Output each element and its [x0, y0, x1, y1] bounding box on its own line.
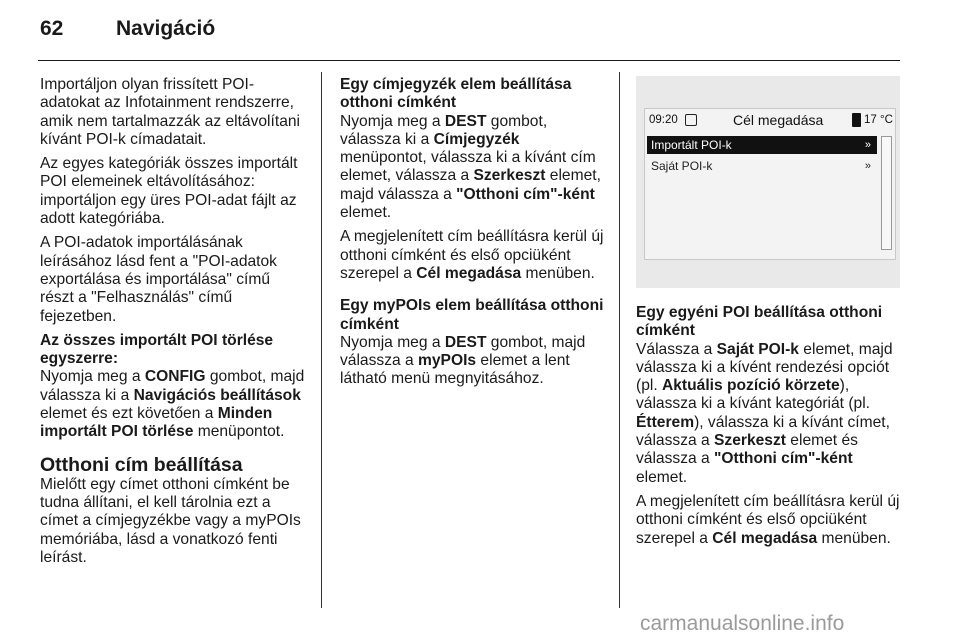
column-divider-2	[619, 72, 620, 608]
column-2	[340, 76, 605, 395]
heading-own-poi-home: Egy egyéni POI beállítása otthoni címként	[636, 304, 883, 340]
menu-item-own-poi[interactable]: Saját POI-k »	[651, 159, 871, 173]
paragraph-import-reference: A POI-adatok importálásának leírásához lásd fent a "POI-adatok exportálása és importálása" című részt a "Felhasználás" című fejezetben.	[40, 234, 277, 325]
paragraph-empty-file: Az egyes kategóriák összes importált POI elemeinek eltávolításához: importáljon egy üres POI-adat fájlt az adott kategóriába.	[40, 155, 298, 228]
clock-icon	[685, 114, 697, 126]
display-screenshot	[636, 76, 900, 288]
paragraph-own-poi-steps: Válassza a Saját POI-k elemet, majd válassza ki a kívént rendezési opciót (pl. Aktuális pozíció körzete), válassza ki a kívánt kategóriát (pl. Étterem), válassza ki a kívánt címet, válassza a Szerkeszt elemet és válassza a "Otthoni cím"-ként elemet.	[636, 340, 893, 486]
term-edit: Szerkeszt	[714, 432, 786, 450]
term-config: CONFIG	[144, 368, 206, 386]
term-delete-all: Minden importált POI törlése	[40, 405, 273, 441]
term-as-home: "Otthoni cím"-ként	[714, 450, 853, 468]
term-address-book: Címjegyzék	[433, 130, 520, 148]
display-screen	[644, 108, 896, 260]
watermark: carmanualsonline.info	[640, 612, 845, 635]
header-rule	[38, 60, 900, 61]
heading-address-book-home: Egy címjegyzék elem beállítása otthoni címként	[340, 76, 572, 112]
chevron-right-icon: »	[864, 160, 871, 172]
term-destination-entry: Cél megadása	[712, 529, 818, 547]
term-dest: DEST	[444, 333, 487, 351]
page-title: Navigáció	[116, 17, 216, 40]
display-time: 09:20	[649, 114, 678, 126]
display-status-bar	[645, 109, 895, 133]
heading-delete-all: Az összes importált POI törlése egyszerre:	[40, 331, 274, 368]
display-menu-list	[647, 136, 877, 178]
paragraph-import-updated: Importáljon olyan frissített POI-adatokat az Infotainment rendszerre, amik nem tartalmazzák az eltávolítani kívánt POI-k címadatait.	[40, 76, 300, 148]
paragraph-delete-steps: Nyomja meg a CONFIG gombot, majd válassza ki a Navigációs beállítások elemet és ezt követően a Minden importált POI törlése menüpontot.	[40, 368, 305, 441]
column-divider-1	[321, 72, 322, 608]
term-destination-entry: Cél megadása	[416, 264, 522, 282]
paragraph-own-poi-result: A megjelenített cím beállításra kerül új otthoni címként és első opciüként szerepel a Cél megadása menüben.	[636, 492, 900, 547]
term-own-poi: Saját POI-k	[716, 340, 799, 358]
paragraph-home-intro: Mielőtt egy címet otthoni címként be tudna állítani, el kell tárolnia ezt a címet a címjegyzékbe vagy a myPOIs memóriába, lásd a vonatkozó fenti leírást.	[40, 475, 301, 566]
term-restaurant: Étterem	[636, 413, 695, 431]
term-current-position: Aktuális pozíció körzete	[662, 377, 840, 395]
term-dest: DEST	[444, 112, 487, 130]
page-number: 62	[40, 17, 64, 40]
term-mypois: myPOIs	[418, 352, 477, 370]
column-3	[636, 304, 904, 554]
display-scrollbar[interactable]	[881, 136, 892, 250]
paragraph-address-book-result: A megjelenített cím beállításra kerül új otthoni címként és első opciüként szerepel a Cél megadása menüben.	[340, 228, 604, 282]
term-edit: Szerkeszt	[473, 167, 546, 185]
column-1	[40, 76, 308, 573]
display-temperature: 17 °C	[864, 114, 893, 126]
heading-mypois-home: Egy myPOIs elem beállítása otthoni címként	[340, 297, 604, 333]
section-title-home-address: Otthoni cím beállítása	[40, 453, 243, 476]
display-title: Cél megadása	[733, 112, 824, 128]
chevron-right-icon: »	[864, 139, 871, 151]
term-as-home: "Otthoni cím"-ként	[456, 185, 595, 203]
paragraph-mypois-steps: Nyomja meg a DEST gombot, majd válassza a myPOIs elemet a lent látható menü megnyitásához.	[340, 333, 586, 388]
paragraph-address-book-steps: Nyomja meg a DEST gombot, válassza ki a Címjegyzék menüpontot, válassza ki a kívánt cím elemet, válassza a Szerkeszt elemet, majd válassza a "Otthoni cím"-ként elemet.	[340, 112, 601, 222]
page-header	[0, 0, 960, 60]
term-nav-settings: Navigációs beállítások	[133, 386, 301, 404]
menu-item-imported-poi[interactable]: Importált POI-k »	[647, 136, 877, 154]
phone-icon	[852, 113, 861, 127]
